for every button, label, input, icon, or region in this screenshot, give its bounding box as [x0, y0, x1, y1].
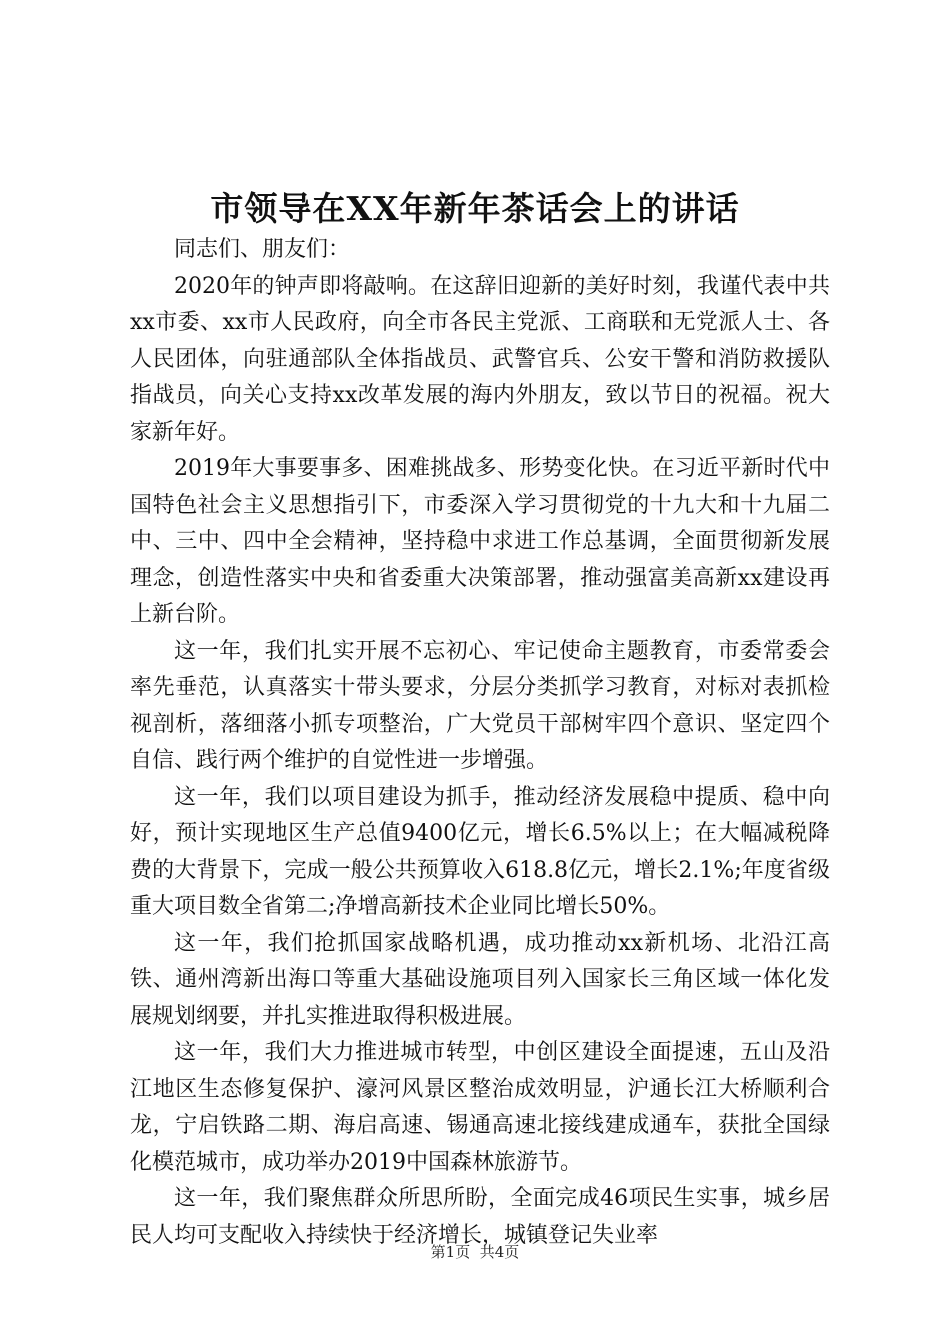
document-title: 市领导在XX年新年茶话会上的讲话	[210, 189, 740, 228]
document-body	[130, 232, 830, 1254]
page-total: 共4页	[479, 1243, 520, 1261]
paragraph: 这一年，我们以项目建设为抓手，推动经济发展稳中提质、稳中向好，预计实现地区生产总值9400亿元，增长6.5%以上；在大幅减税降费的大背景下，完成一般公共预算收入618.8亿元，增长2.1%;年度省级重大项目数全省第二;净增高新技术企业同比增长50%。	[130, 784, 830, 919]
page-footer	[0, 1242, 950, 1262]
paragraph: 这一年，我们扎实开展不忘初心、牢记使命主题教育，市委常委会率先垂范，认真落实十带头要求，分层分类抓学习教育，对标对表抓检视剖析，落细落小抓专项整治，广大党员干部树牢四个意识、坚定四个自信、践行两个维护的自觉性进一步增强。	[130, 638, 830, 773]
footer-separator	[470, 1243, 480, 1261]
paragraph: 2020年的钟声即将敲响。在这辞旧迎新的美好时刻，我谨代表中共xx市委、xx市人民政府，向全市各民主党派、工商联和无党派人士、各人民团体，向驻通部队全体指战员、武警官兵、公安干警和消防救援队指战员，向关心支持xx改革发展的海内外朋友，致以节日的祝福。祝大家新年好。	[130, 273, 830, 445]
greeting-paragraph: 同志们、朋友们：	[174, 237, 351, 262]
paragraph: 这一年，我们抢抓国家战略机遇，成功推动xx新机场、北沿江高铁、通州湾新出海口等重大基础设施项目列入国家长三角区域一体化发展规划纲要，并扎实推进取得积极进展。	[130, 930, 830, 1029]
paragraph: 这一年，我们大力推进城市转型，中创区建设全面提速，五山及沿江地区生态修复保护、濠河风景区整治成效明显，沪通长江大桥顺利合龙，宁启铁路二期、海启高速、锡通高速北接线建成通车，获批全国绿化模范城市，成功举办2019中国森林旅游节。	[130, 1040, 830, 1175]
page-number: 第1页	[430, 1243, 471, 1261]
paragraph: 2019年大事要事多、困难挑战多、形势变化快。在习近平新时代中国特色社会主义思想指引下，市委深入学习贯彻党的十九大和十九届二中、三中、四中全会精神，坚持稳中求进工作总基调，全面贯彻新发展理念，创造性落实中央和省委重大决策部署，推动强富美高新xx建设再上新台阶。	[130, 456, 830, 627]
paragraph: 这一年，我们聚焦群众所思所盼，全面完成46项民生实事，城乡居民人均可支配收入持续快于经济增长，城镇登记失业率	[130, 1186, 830, 1248]
